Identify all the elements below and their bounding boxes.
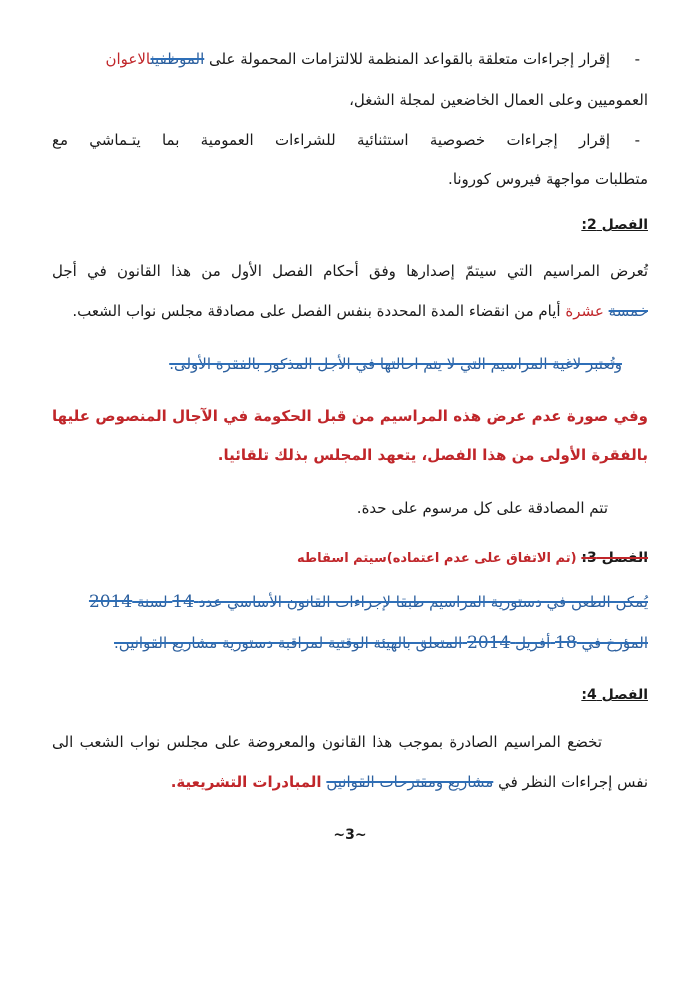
bullet-2-line-1: إقرار إجراءات خصوصية استثنائية للشراءات العمومية بما يتـماشي مع [52, 131, 610, 149]
chapter-3-law-number: 14 [172, 592, 194, 612]
chapter-2-struck-sentence: وتُعتبر لاغية المراسيم التي لا يتم احالتها في الأجل المذكور بالفقرة الأولى. [169, 355, 622, 373]
chapter-4-line-1: تخضع المراسيم الصادرة بموجب هذا القانون والمعروضة على مجلس نواب الشعب الى [52, 733, 602, 751]
chapter-2-title: الفصل 2: [581, 217, 648, 233]
chapter-2-approval: تتم المصادقة على كل مرسوم على حدة. [356, 499, 608, 517]
struck-phrase-draft-laws: مشاريع ومقترحات القوانين [326, 773, 494, 791]
chapter-3-dated-word: المؤرخ في [581, 634, 648, 652]
page-number: ~3~ [333, 827, 367, 843]
chapter-3-header [52, 545, 648, 571]
chapter-4-line-2-text: نفس إجراءات النظر في [498, 773, 648, 791]
bullet-1-line-1 [52, 47, 610, 71]
bullet-2-line-2: متطلبات مواجهة فيروس كورونا. [448, 170, 648, 188]
struck-word-five: خمسة [608, 302, 648, 320]
chapter-3-line-1-text: يُمكن الطعن في دستورية المراسيم طبقا لإجراءات القانون الأساسي عدد [198, 593, 648, 611]
chapter-2-inserted-line-2: بالفقرة الأولى من هذا الفصل، يتعهد المجلس بذلك تلقائيا. [217, 446, 648, 464]
chapter-3-line-2-rest: المتعلق بالهيئة الوقتية لمراقبة دستورية مشاريع القوانين. [114, 634, 463, 652]
chapter-3-title: الفصل 3: [581, 550, 648, 566]
chapter-4-title: الفصل 4: [581, 687, 648, 703]
chapter-3-note: (تم الاتفاق على عدم اعتماده)سيتم اسقاطه [297, 551, 577, 566]
inserted-word-agents: الاعوان [105, 50, 151, 68]
chapter-3-year-word: لسنة [137, 593, 168, 611]
chapter-3-line-1 [52, 590, 648, 614]
chapter-3-month: أفريل [515, 634, 551, 652]
struck-word-employees: الموظفين [150, 50, 205, 68]
chapter-3-line-2 [52, 631, 648, 655]
chapter-2-inserted-line-1: وفي صورة عدم عرض هذه المراسيم من قبل الحكومة في الآجال المنصوص عليها [52, 407, 648, 425]
chapter-2-line-2 [52, 299, 648, 323]
bullet-1-line-2: العموميين وعلى العمال الخاضعين لمجلة الشغل، [349, 91, 648, 109]
bullet-1-text: إقرار إجراءات متعلقة بالقواعد المنظمة للالتزامات المحمولة على [209, 50, 610, 68]
chapter-3-day: 18 [555, 633, 577, 653]
chapter-2-line-1: تُعرض المراسيم التي سيتمّ إصدارها وفق أحكام الفصل الأول من هذا القانون في أجل [52, 262, 648, 280]
inserted-phrase-legislative-initiatives: المبادرات التشريعية. [170, 773, 322, 791]
chapter-3-law-year: 2014 [88, 592, 133, 612]
inserted-word-ten: عشرة [565, 302, 604, 320]
chapter-3-year: 2014 [467, 633, 511, 653]
bullet-dash-1: - [634, 50, 640, 68]
chapter-2-line-2-rest: أيام من انقضاء المدة المحددة بنفس الفصل على مصادقة مجلس نواب الشعب. [72, 302, 561, 320]
chapter-4-line-2 [52, 770, 648, 794]
bullet-dash-2: - [634, 131, 640, 149]
